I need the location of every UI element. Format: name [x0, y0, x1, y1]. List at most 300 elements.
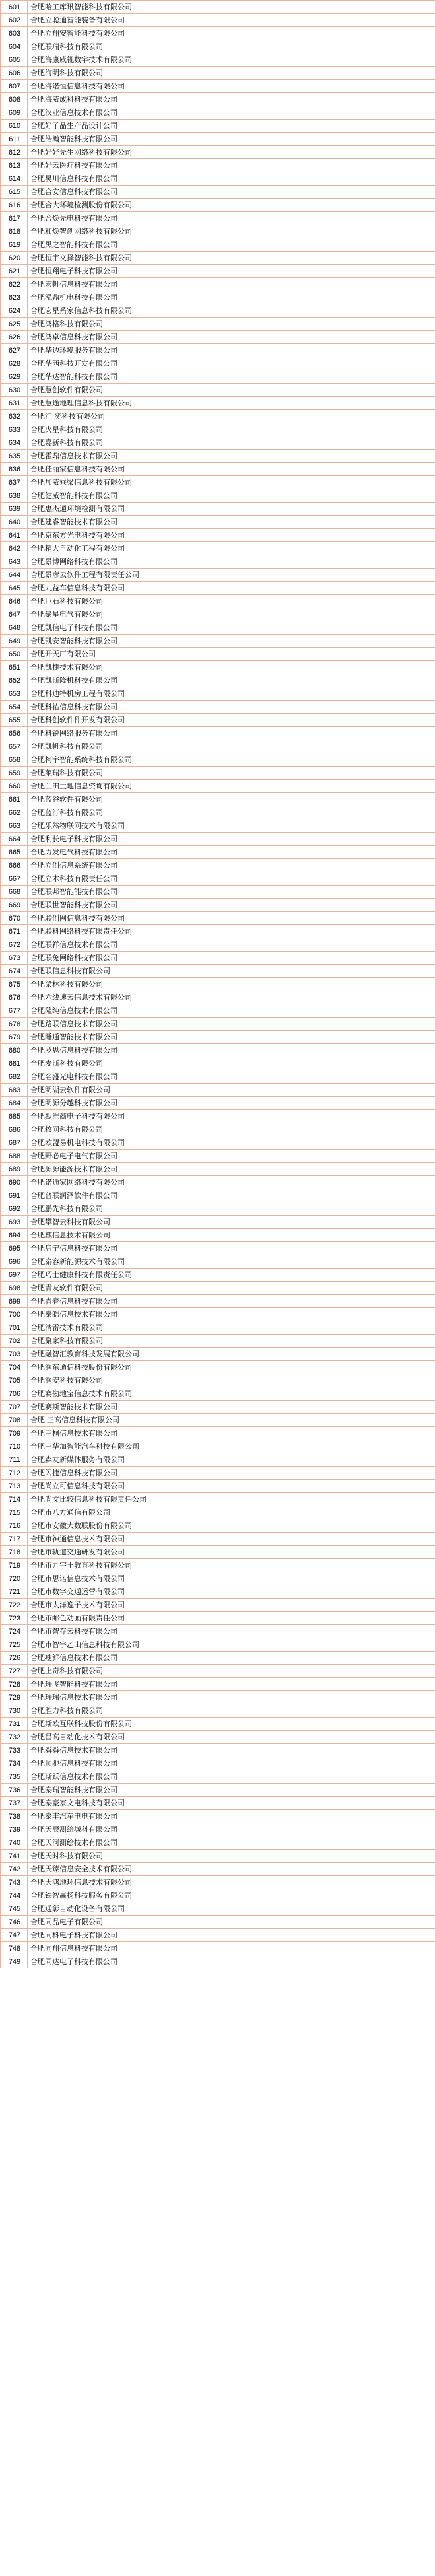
company-name: 合肥佳丽家信息科技有限公司: [28, 463, 435, 476]
row-index: 699: [1, 1295, 28, 1308]
row-index: 630: [1, 384, 28, 397]
table-row: [1, 1295, 435, 1308]
company-name: 合肥华西科技开发有限公司: [28, 357, 435, 370]
table-row: [1, 1308, 435, 1321]
table-row: [1, 1612, 435, 1625]
row-index: 610: [1, 120, 28, 133]
table-row: [1, 991, 435, 1004]
company-name: 合肥名盛光电科技有限公司: [28, 1070, 435, 1084]
company-name: 合肥兰田土地信息资询有限公司: [28, 780, 435, 793]
company-name: 合肥嘉新科技有限公司: [28, 436, 435, 450]
table-row: [1, 1229, 435, 1242]
company-name: 合肥合大环境检测股份有限公司: [28, 199, 435, 212]
row-index: 675: [1, 978, 28, 991]
table-row: [1, 1269, 435, 1282]
company-name: 合肥市智存云科技有限公司: [28, 1625, 435, 1638]
table-row: [1, 1770, 435, 1784]
company-name: 合肥赛勘地宝信息技术有限公司: [28, 1387, 435, 1401]
row-index: 648: [1, 621, 28, 635]
table-row: [1, 1150, 435, 1163]
table-row: [1, 899, 435, 912]
table-row: [1, 1031, 435, 1044]
row-index: 748: [1, 1942, 28, 1955]
row-index: 647: [1, 608, 28, 621]
company-name: 合肥京东方光电科技有限公司: [28, 529, 435, 542]
company-name: 合肥瑞瑞信息技术有限公司: [28, 1691, 435, 1704]
row-index: 616: [1, 199, 28, 212]
table-row: [1, 265, 435, 278]
company-name: 合肥恒宇文择智能科技有限公司: [28, 252, 435, 265]
row-index: 747: [1, 1929, 28, 1942]
table-row: [1, 120, 435, 133]
row-index: 623: [1, 291, 28, 304]
table-row: [1, 753, 435, 767]
table-row: [1, 238, 435, 252]
row-index: 697: [1, 1269, 28, 1282]
row-index: 614: [1, 172, 28, 186]
table-row: [1, 978, 435, 991]
table-row: [1, 1863, 435, 1876]
table-row: [1, 1216, 435, 1229]
table-row: [1, 780, 435, 793]
table-row: [1, 1401, 435, 1414]
company-name: 合肥攀智云科技有限公司: [28, 1216, 435, 1229]
company-name: 合肥润安科技有限公司: [28, 1374, 435, 1387]
company-name: 合肥铁智赢扬科技服务有限公司: [28, 1889, 435, 1902]
row-index: 638: [1, 489, 28, 503]
row-index: 696: [1, 1255, 28, 1269]
row-index: 640: [1, 516, 28, 529]
company-name: 合肥市安徽大数联股份有限公司: [28, 1519, 435, 1533]
company-name: 合肥莱瑞科技有限公司: [28, 767, 435, 780]
row-index: 644: [1, 569, 28, 582]
company-name: 合肥联科网络科技有限责任公司: [28, 925, 435, 938]
company-name: 合肥合安信息科技有限公司: [28, 186, 435, 199]
table-row: [1, 1889, 435, 1902]
row-index: 742: [1, 1863, 28, 1876]
row-index: 707: [1, 1401, 28, 1414]
table-row: [1, 1519, 435, 1533]
row-index: 611: [1, 133, 28, 146]
row-index: 655: [1, 714, 28, 727]
company-name: 合肥力发电气科技有限公司: [28, 846, 435, 859]
row-index: 717: [1, 1533, 28, 1546]
company-name: 合肥聚家科技有限公司: [28, 1335, 435, 1348]
row-index: 617: [1, 212, 28, 225]
company-name: 合肥泰瑞智能科技有限公司: [28, 1784, 435, 1797]
table-row: [1, 1084, 435, 1097]
company-name: 合肥合焕先电科技有限公司: [28, 212, 435, 225]
row-index: 682: [1, 1070, 28, 1084]
company-name: 合肥市八方通信有限公司: [28, 1506, 435, 1519]
row-index: 649: [1, 635, 28, 648]
company-name: 合肥立木科技有限责任公司: [28, 872, 435, 886]
row-index: 654: [1, 701, 28, 714]
row-index: 606: [1, 67, 28, 80]
row-index: 666: [1, 859, 28, 872]
company-name: 合肥聚星电气有限公司: [28, 608, 435, 621]
table-row: [1, 701, 435, 714]
company-name: 合肥同科电子科技有限公司: [28, 1929, 435, 1942]
row-index: 744: [1, 1889, 28, 1902]
row-index: 690: [1, 1176, 28, 1189]
table-row: [1, 159, 435, 172]
company-name: 合肥同达电子科技有限公司: [28, 1955, 435, 1968]
table-row: [1, 1625, 435, 1638]
table-row: [1, 555, 435, 569]
row-index: 619: [1, 238, 28, 252]
row-index: 625: [1, 318, 28, 331]
table-row: [1, 1335, 435, 1348]
row-index: 692: [1, 1202, 28, 1216]
company-name: 合肥胜力科技有限公司: [28, 1704, 435, 1718]
row-index: 612: [1, 146, 28, 159]
table-row: [1, 1836, 435, 1850]
company-name: 合肥开天厂有限公司: [28, 648, 435, 661]
table-row: [1, 1163, 435, 1176]
company-name: 合肥凯安智能科技有限公司: [28, 635, 435, 648]
company-name: 合肥天鸿地环信息技术有限公司: [28, 1876, 435, 1889]
row-index: 632: [1, 410, 28, 423]
company-name: 合肥罗思信息科技有限公司: [28, 1044, 435, 1057]
company-name: 合肥好云医疗科技有限公司: [28, 159, 435, 172]
company-name: 合肥海康威视数字技术有限公司: [28, 53, 435, 67]
company-name: 合肥宏星系家信息科技有限公司: [28, 304, 435, 318]
table-row: [1, 1004, 435, 1018]
row-index: 657: [1, 740, 28, 753]
company-name: 合肥恒翔电子科技有限公司: [28, 265, 435, 278]
company-name: 合肥昊川信息科技有限公司: [28, 172, 435, 186]
table-row: [1, 925, 435, 938]
table-row: [1, 1704, 435, 1718]
table-row: [1, 1691, 435, 1704]
row-index: 607: [1, 80, 28, 93]
company-name: 合肥浩瀚智能科技有限公司: [28, 133, 435, 146]
row-index: 683: [1, 1084, 28, 1097]
company-name: 合肥森友新媒体服务有限公司: [28, 1453, 435, 1467]
company-name: 合肥瑞飞智能科技有限公司: [28, 1678, 435, 1691]
table-row: [1, 423, 435, 436]
company-name: 合肥市智宇乙山信息科技有限公司: [28, 1638, 435, 1652]
table-row: [1, 529, 435, 542]
table-row: [1, 199, 435, 212]
company-name: 合肥隆纯信息技术有限公司: [28, 1004, 435, 1018]
table-row: [1, 595, 435, 608]
table-row: [1, 938, 435, 952]
company-name: 合肥三华加智能汽车科技有限公司: [28, 1440, 435, 1453]
company-name: 合肥海诺恒信息科技有限公司: [28, 80, 435, 93]
company-name: 合肥市神通信息技术有限公司: [28, 1533, 435, 1546]
table-row: [1, 1, 435, 14]
row-index: 613: [1, 159, 28, 172]
table-row: [1, 370, 435, 384]
row-index: 702: [1, 1335, 28, 1348]
company-name: 合肥鸿格科技有限公司: [28, 318, 435, 331]
row-index: 658: [1, 753, 28, 767]
table-row: [1, 1018, 435, 1031]
table-row: [1, 727, 435, 740]
row-index: 670: [1, 912, 28, 925]
row-index: 646: [1, 595, 28, 608]
table-row: [1, 793, 435, 806]
company-name: 合肥华边环境服务有限公司: [28, 344, 435, 357]
table-row: [1, 1665, 435, 1678]
row-index: 728: [1, 1678, 28, 1691]
row-index: 731: [1, 1718, 28, 1731]
company-name: 合肥华达智能科技有限公司: [28, 370, 435, 384]
table-row: [1, 608, 435, 621]
row-index: 601: [1, 1, 28, 14]
company-name: 合肥精大自动化工程有限公司: [28, 542, 435, 555]
row-index: 609: [1, 106, 28, 120]
row-index: 653: [1, 687, 28, 701]
table-row: [1, 172, 435, 186]
row-index: 681: [1, 1057, 28, 1070]
row-index: 663: [1, 819, 28, 833]
row-index: 738: [1, 1810, 28, 1823]
company-name: 合肥慧创软件有限公司: [28, 384, 435, 397]
row-index: 659: [1, 767, 28, 780]
company-name: 合肥立翔安智能科技有限公司: [28, 27, 435, 40]
table-row: [1, 1823, 435, 1836]
table-row: [1, 674, 435, 687]
row-index: 651: [1, 661, 28, 674]
company-name: 合肥 三高信息科技有限公司: [28, 1414, 435, 1427]
company-name: 合肥鸿卓信息科技有限公司: [28, 331, 435, 344]
row-index: 706: [1, 1387, 28, 1401]
row-index: 604: [1, 40, 28, 53]
row-index: 713: [1, 1480, 28, 1493]
row-index: 643: [1, 555, 28, 569]
row-index: 620: [1, 252, 28, 265]
company-name: 合肥麦斯科技有限公司: [28, 1057, 435, 1070]
company-name: 合肥加威乘梁信息科技有限公司: [28, 476, 435, 489]
company-name: 合肥清雷技术有限公司: [28, 1321, 435, 1335]
company-name: 合肥联瑞科技有限公司: [28, 40, 435, 53]
table-row: [1, 1176, 435, 1189]
row-index: 720: [1, 1572, 28, 1585]
company-name: 合肥巧士健康科技有限责任公司: [28, 1269, 435, 1282]
row-index: 679: [1, 1031, 28, 1044]
table-row: [1, 1242, 435, 1255]
table-row: [1, 304, 435, 318]
table-row: [1, 1902, 435, 1916]
row-index: 693: [1, 1216, 28, 1229]
table-row: [1, 1467, 435, 1480]
table-row: [1, 1533, 435, 1546]
company-name: 合肥和焕智创网络科技有限公司: [28, 225, 435, 238]
company-name: 合肥上奇科技有限公司: [28, 1665, 435, 1678]
row-index: 603: [1, 27, 28, 40]
row-index: 656: [1, 727, 28, 740]
table-row: [1, 1440, 435, 1453]
table-row: [1, 582, 435, 595]
company-name: 合肥联邦智能能技有限公司: [28, 886, 435, 899]
row-index: 730: [1, 1704, 28, 1718]
company-name: 合肥青春信息科技有限公司: [28, 1295, 435, 1308]
row-index: 745: [1, 1902, 28, 1916]
table-row: [1, 542, 435, 555]
row-index: 722: [1, 1599, 28, 1612]
row-index: 694: [1, 1229, 28, 1242]
company-name: 合肥默准商电子科技有限公司: [28, 1110, 435, 1123]
table-row: [1, 133, 435, 146]
company-name: 合肥科锐网络服务有限公司: [28, 727, 435, 740]
company-name: 合肥野必电子电气有限公司: [28, 1150, 435, 1163]
table-row: [1, 463, 435, 476]
company-name: 合肥泰丰汽车电电有限公司: [28, 1810, 435, 1823]
table-row: [1, 106, 435, 120]
table-row: [1, 1718, 435, 1731]
table-row: [1, 1387, 435, 1401]
table-row: [1, 1070, 435, 1084]
company-name: 合肥惠杰通环境检测有限公司: [28, 503, 435, 516]
row-index: 618: [1, 225, 28, 238]
company-name: 合肥融智汇教育科技发展有限公司: [28, 1348, 435, 1361]
table-row: [1, 252, 435, 265]
company-name: 合肥斯欧互联科技股份有限公司: [28, 1718, 435, 1731]
row-index: 668: [1, 886, 28, 899]
row-index: 645: [1, 582, 28, 595]
company-name: 合肥天臻信息安全技术有限公司: [28, 1863, 435, 1876]
row-index: 633: [1, 423, 28, 436]
company-name: 合肥联创网信息科技有限公司: [28, 912, 435, 925]
row-index: 676: [1, 991, 28, 1004]
row-index: 700: [1, 1308, 28, 1321]
row-index: 719: [1, 1559, 28, 1572]
table-row: [1, 846, 435, 859]
table-row: [1, 819, 435, 833]
row-index: 737: [1, 1797, 28, 1810]
row-index: 718: [1, 1546, 28, 1559]
row-index: 664: [1, 833, 28, 846]
table-row: [1, 1374, 435, 1387]
row-index: 672: [1, 938, 28, 952]
table-row: [1, 1044, 435, 1057]
company-name: 合肥市太洋逸子技术有限公司: [28, 1599, 435, 1612]
row-index: 639: [1, 503, 28, 516]
company-name: 合肥好好先生网络科技有限公司: [28, 146, 435, 159]
table-row: [1, 1929, 435, 1942]
company-name: 合肥睡通智能技术有限公司: [28, 1031, 435, 1044]
table-row: [1, 1955, 435, 1968]
table-row: [1, 357, 435, 370]
company-name: 合肥市轨道交通研发有限公司: [28, 1546, 435, 1559]
table-row: [1, 1057, 435, 1070]
company-name: 合肥景彦云软件工程有限责任公司: [28, 569, 435, 582]
table-row: [1, 648, 435, 661]
company-name: 合肥市数字交通运营有限公司: [28, 1585, 435, 1599]
company-name: 合肥天河测绘技术有限公司: [28, 1836, 435, 1850]
table-row: [1, 965, 435, 978]
company-name: 合肥柯宇智能系统科技有限公司: [28, 753, 435, 767]
row-index: 691: [1, 1189, 28, 1202]
company-name: 合肥天时科技有限公司: [28, 1850, 435, 1863]
table-row: [1, 1916, 435, 1929]
row-index: 631: [1, 397, 28, 410]
company-name: 合肥九益车信息科技有限公司: [28, 582, 435, 595]
table-row: [1, 331, 435, 344]
row-index: 712: [1, 1467, 28, 1480]
table-row: [1, 1136, 435, 1150]
company-name: 合肥利长电子科技有限公司: [28, 833, 435, 846]
company-name: 合肥立聪迪智能装备有限公司: [28, 14, 435, 27]
table-row: [1, 872, 435, 886]
table-row: [1, 1110, 435, 1123]
table-row: [1, 1572, 435, 1585]
table-row: [1, 516, 435, 529]
table-row: [1, 1097, 435, 1110]
company-name: 合肥斯跃信息技术有限公司: [28, 1770, 435, 1784]
company-name: 合肥科创软件件开发有限公司: [28, 714, 435, 727]
row-index: 729: [1, 1691, 28, 1704]
row-index: 685: [1, 1110, 28, 1123]
row-index: 677: [1, 1004, 28, 1018]
row-index: 674: [1, 965, 28, 978]
table-row: [1, 489, 435, 503]
table-row: [1, 186, 435, 199]
table-row: [1, 1810, 435, 1823]
row-index: 708: [1, 1414, 28, 1427]
row-index: 662: [1, 806, 28, 819]
company-name: 合肥青友软件有限公司: [28, 1282, 435, 1295]
row-index: 605: [1, 53, 28, 67]
row-index: 698: [1, 1282, 28, 1295]
table-row: [1, 1585, 435, 1599]
row-index: 734: [1, 1757, 28, 1770]
table-row: [1, 450, 435, 463]
row-index: 689: [1, 1163, 28, 1176]
row-index: 703: [1, 1348, 28, 1361]
table-row: [1, 767, 435, 780]
row-index: 701: [1, 1321, 28, 1335]
row-index: 634: [1, 436, 28, 450]
company-name: 合肥秦皓信息技术有限公司: [28, 1308, 435, 1321]
row-index: 650: [1, 648, 28, 661]
row-index: 726: [1, 1652, 28, 1665]
row-index: 688: [1, 1150, 28, 1163]
row-index: 641: [1, 529, 28, 542]
row-index: 711: [1, 1453, 28, 1467]
company-name: 合肥诺通家网络科技有限公司: [28, 1176, 435, 1189]
row-index: 727: [1, 1665, 28, 1678]
company-name: 合肥泓鼎机电科技有限公司: [28, 291, 435, 304]
row-index: 635: [1, 450, 28, 463]
row-index: 686: [1, 1123, 28, 1136]
company-name: 合肥景博网络科技有限公司: [28, 555, 435, 569]
table-row: [1, 1876, 435, 1889]
table-row: [1, 40, 435, 53]
row-index: 637: [1, 476, 28, 489]
table-row: [1, 1599, 435, 1612]
row-index: 741: [1, 1850, 28, 1863]
company-name: 合肥赛斯智能技术有限公司: [28, 1401, 435, 1414]
table-row: [1, 1189, 435, 1202]
table-row: [1, 1202, 435, 1216]
company-name: 合肥六线速云信息技术有限公司: [28, 991, 435, 1004]
row-index: 636: [1, 463, 28, 476]
table-row: [1, 1480, 435, 1493]
company-name: 合肥市邮色动画有限责任公司: [28, 1612, 435, 1625]
company-name: 合肥市思诺信息技术有限公司: [28, 1572, 435, 1585]
row-index: 621: [1, 265, 28, 278]
table-row: [1, 14, 435, 27]
row-index: 746: [1, 1916, 28, 1929]
table-row: [1, 806, 435, 819]
company-name: 合肥科祐信息科技有限公司: [28, 701, 435, 714]
row-index: 671: [1, 925, 28, 938]
table-row: [1, 1546, 435, 1559]
